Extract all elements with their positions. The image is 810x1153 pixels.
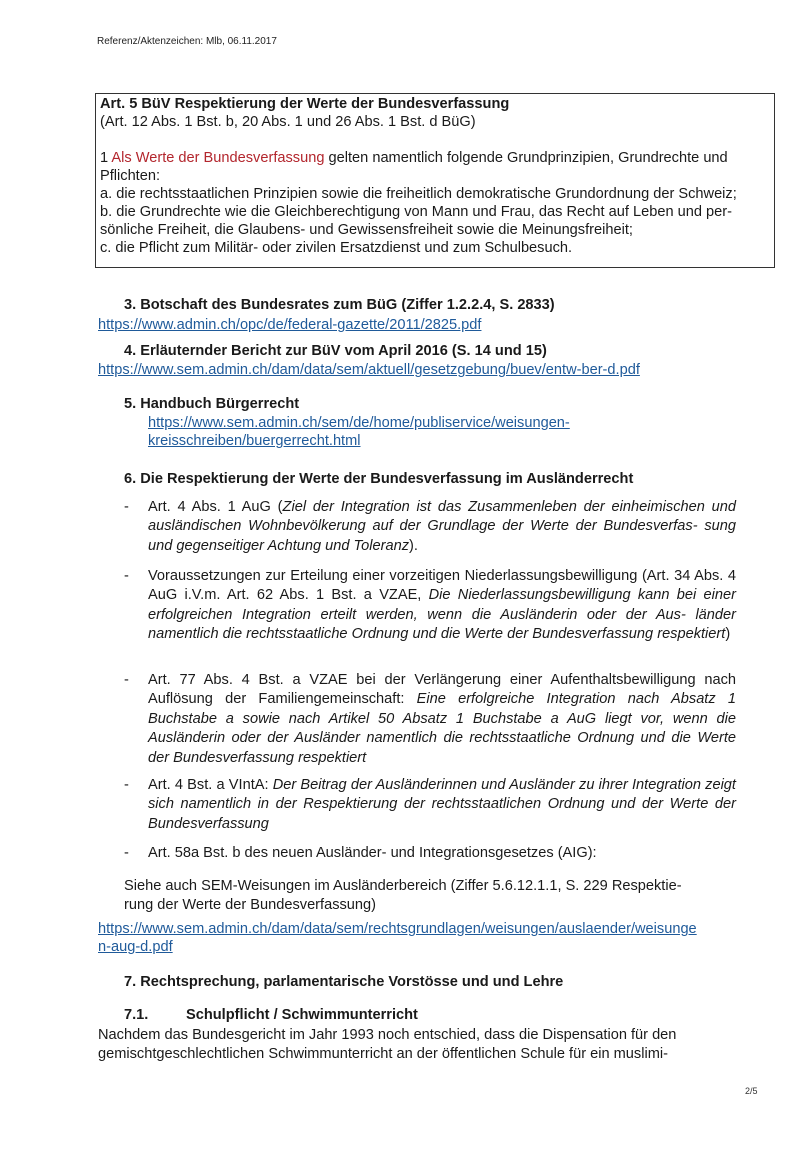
page-number: 2/5: [745, 1086, 758, 1096]
section-5-heading: 5. Handbuch Bürgerrecht: [124, 396, 300, 412]
section-5-link-2[interactable]: kreisschreiben/buergerrecht.html: [148, 433, 361, 449]
bullet-dash: -: [124, 672, 129, 688]
item-text: Art. 77 Abs. 4 Bst. a VZAE bei der Verlängerung einer Aufenthaltsbewilligung nach: [148, 672, 736, 688]
item-quote: zeigt sich namentlich in der Respektierung der rechtsstaatlichen Ordnung und der: [148, 777, 736, 813]
box-title: Art. 5 BüV Respektierung der Werte der Bundesverfassung: [100, 96, 510, 112]
item-quote: Ziel der Integration ist das Zusammenleben der einheimischen und: [282, 499, 736, 515]
section-4-heading: 4. Erläuternder Bericht zur BüV vom April 2016 (S. 14 und 15): [124, 343, 547, 359]
section-4-link[interactable]: https://www.sem.admin.ch/dam/data/sem/aktuell/gesetzgebung/buev/entw-ber-d.pdf: [98, 362, 640, 378]
section-6-item-3: [148, 671, 736, 768]
item-text: Art. 4 Bst. a VIntA:: [148, 777, 273, 793]
section-6-item-2: [148, 567, 736, 645]
section-6-item-1: [148, 498, 736, 556]
paragraph-number: 1: [100, 150, 112, 166]
item-text: Auflösung der Familiengemeinschaft:: [148, 691, 417, 708]
section-6-item-5: Art. 58a Bst. b des neuen Ausländer- und Integrationsgesetzes (AIG):: [148, 845, 597, 861]
item-quote: länder namentlich die rechtsstaatliche Ordnung und die Werte der Bundesverfassung: [148, 606, 737, 643]
box-item-c: c. die Pflicht zum Militär- oder zivilen Ersatzdienst und zum Schulbesuch.: [100, 240, 573, 256]
bullet-dash: -: [124, 499, 129, 515]
see-also-line-1: Siehe auch SEM-Weisungen im Ausländerbereich (Ziffer 5.6.12.1.1, S. 229 Respektie-: [124, 878, 682, 894]
item-text: Abs. 4 AuG i.V.m. Art. 62 Abs. 1 Bst. a VZAE,: [148, 568, 737, 604]
item-quote: Der Beitrag der Ausländerinnen und Ausländer zu ihrer Integration: [272, 777, 701, 793]
section-3-link[interactable]: https://www.admin.ch/opc/de/federal-gazette/2011/2825.pdf: [98, 317, 482, 333]
bullet-dash: -: [124, 845, 129, 861]
item-quote: Werte der Bundesverfassung: [148, 796, 736, 832]
bullet-dash: -: [124, 777, 129, 793]
item-text: Voraussetzungen zur Erteilung einer vorzeitigen Niederlassungsbewilligung (Art. 34: [148, 568, 691, 584]
reference-line: Referenz/Aktenzeichen: Mlb, 06.11.2017: [97, 36, 277, 47]
section-7-heading: 7. Rechtsprechung, parlamentarische Vorstösse und und Lehre: [124, 974, 564, 990]
box-item-b-2: sönliche Freiheit, die Glaubens- und Gewissensfreiheit sowie die Meinungsfreiheit;: [100, 222, 633, 238]
item-quote: Ausländerin oder der Ausländer namentlich die rechtsstaatliche Ordnung und die: [148, 730, 691, 747]
section-6-item-4: [148, 776, 736, 834]
box-item-b-1: b. die Grundrechte wie die Gleichberechtigung von Mann und Frau, das Recht auf Leben und per-: [100, 204, 732, 220]
item-text: Art. 4 Abs. 1 AuG (: [148, 499, 283, 515]
highlighted-phrase: Als Werte der Bundesverfassung: [111, 150, 325, 166]
section-7-paragraph-2: gemischtgeschlechtlichen Schwimmunterricht an der öffentlichen Schule für ein muslimi-: [98, 1046, 668, 1062]
item-quote: Buchstabe a sowie nach Artikel 50 Absatz 1 Buchstabe a AuG liegt vor, wenn die: [148, 710, 736, 727]
item-text: ).: [409, 537, 418, 554]
section-6-link-1[interactable]: https://www.sem.admin.ch/dam/data/sem/rechtsgrundlagen/weisungen/auslaender/weisunge: [98, 921, 697, 937]
subsection-title: Schulpflicht / Schwimmunterricht: [186, 1007, 418, 1023]
item-text: ): [725, 626, 731, 643]
paragraph-text: gelten namentlich folgende Grundprinzipien, Grundrechte und: [324, 150, 728, 166]
bullet-dash: -: [124, 568, 129, 584]
section-7-paragraph-1: Nachdem das Bundesgericht im Jahr 1993 noch entschied, dass die Dispensation für den: [98, 1027, 677, 1043]
item-quote: sung und gegenseitiger Achtung und Toleranz: [148, 518, 736, 554]
see-also-line-2: rung der Werte der Bundesverfassung): [124, 897, 377, 913]
item-quote: Die Niederlassungsbewilligung kann: [428, 587, 670, 604]
item-quote: bei einer erfolgreichen Integration erteilt werden, wenn die Ausländerin oder der Aus-: [148, 587, 736, 623]
item-quote: Eine erfolgreiche Integration nach Absatz 1: [416, 691, 736, 708]
section-5-link-1[interactable]: https://www.sem.admin.ch/sem/de/home/publiservice/weisungen-: [148, 415, 570, 431]
subsection-number: 7.1.: [124, 1007, 149, 1023]
box-paragraph-1: [100, 149, 728, 167]
item-quote: respektiert: [657, 626, 726, 643]
section-3-heading: 3. Botschaft des Bundesrates zum BüG (Ziffer 1.2.2.4, S. 2833): [124, 297, 555, 313]
box-paragraph-1-cont: Pflichten:: [100, 168, 161, 184]
item-quote: Werte der Bundesverfassung respektiert: [148, 730, 736, 766]
item-quote: ausländischen Wohnbevölkerung auf der Grundlage der Werte der Bundesverfas-: [148, 518, 698, 535]
box-subtitle: (Art. 12 Abs. 1 Bst. b, 20 Abs. 1 und 26 Abs. 1 Bst. d BüG): [100, 114, 476, 130]
section-6-link-2[interactable]: n-aug-d.pdf: [98, 939, 173, 955]
section-6-heading: 6. Die Respektierung der Werte der Bundesverfassung im Ausländerrecht: [124, 471, 634, 487]
box-item-a: a. die rechtsstaatlichen Prinzipien sowie die freiheitlich demokratische Grundordnung der Schweiz;: [100, 186, 737, 202]
